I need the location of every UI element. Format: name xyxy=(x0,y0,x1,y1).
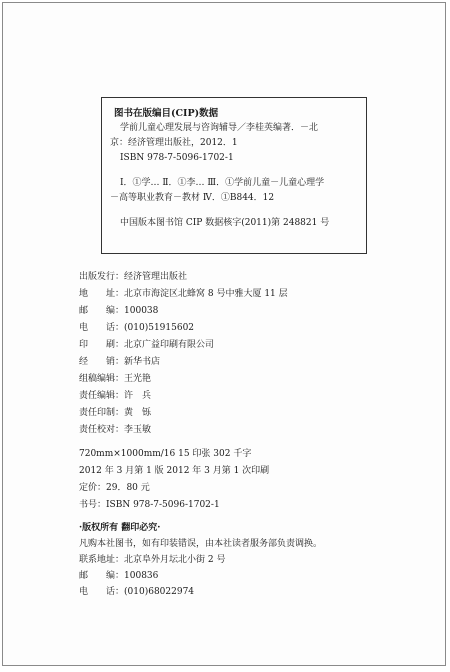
postcode-label: 邮 编： xyxy=(79,306,125,316)
distributor-label: 经 销： xyxy=(79,357,125,367)
resp-editor-value: 许 兵 xyxy=(124,391,152,401)
contact-postcode-row xyxy=(79,568,409,584)
cip-title: 图书在版编目(CIP)数据 xyxy=(114,108,219,119)
contact-phone-label: 电 话： xyxy=(79,587,125,597)
contact-phone-value: (010)68022974 xyxy=(124,587,195,597)
printer-row xyxy=(79,337,409,354)
rights-block xyxy=(79,520,409,600)
editor-row xyxy=(79,371,409,388)
resp-proof-row xyxy=(79,422,409,439)
specs-block xyxy=(79,446,409,514)
phone-row xyxy=(79,320,409,337)
resp-proof-value: 李玉敏 xyxy=(124,425,152,435)
contact-address-label: 联系地址： xyxy=(79,555,125,565)
resp-print-value: 黄 铄 xyxy=(124,408,152,418)
cip-classification-1: Ⅰ．①学… Ⅱ．①李… Ⅲ．①学前儿童－儿童心理学 xyxy=(120,178,325,188)
address-row xyxy=(79,286,409,303)
phone-label: 电 话： xyxy=(79,323,125,333)
address-label: 地 址： xyxy=(79,289,125,299)
resp-editor-label: 责任编辑： xyxy=(79,391,125,401)
publisher-label: 出版发行： xyxy=(79,272,125,282)
edition-line: 2012 年 3 月第 1 版 2012 年 3 月第 1 次印刷 xyxy=(79,466,270,476)
cip-isbn: ISBN 978-7-5096-1702-1 xyxy=(120,153,234,163)
rights-heading: ·版权所有 翻印必究· xyxy=(79,523,161,533)
rights-notice: 凡购本社图书，如有印装错误，由本社读者服务部负责调换。 xyxy=(79,539,323,549)
contact-address-row xyxy=(79,552,409,568)
resp-editor-row xyxy=(79,388,409,405)
address-value: 北京市海淀区北蜂窝 8 号中雅大厦 11 层 xyxy=(124,289,288,299)
printer-label: 印 刷： xyxy=(79,340,125,350)
contact-address-value: 北京阜外月坛北小街 2 号 xyxy=(124,555,226,565)
publisher-value: 经济管理出版社 xyxy=(124,272,188,282)
resp-print-row xyxy=(79,405,409,422)
contact-postcode-value: 100836 xyxy=(124,571,159,581)
distributor-row xyxy=(79,354,409,371)
price-line: 定价：29．80 元 xyxy=(79,483,150,493)
imprint-block xyxy=(79,269,409,439)
editor-value: 王光艳 xyxy=(124,374,152,384)
cip-line-1: 学前儿童心理发展与咨询辅导／李桂英编著．－北 xyxy=(120,123,319,133)
contact-postcode-label: 邮 编： xyxy=(79,571,125,581)
distributor-value: 新华书店 xyxy=(124,357,161,367)
copyright-page xyxy=(2,2,446,666)
phone-value: (010)51915602 xyxy=(124,323,195,333)
contact-phone-row xyxy=(79,584,409,600)
postcode-row xyxy=(79,303,409,320)
cip-line-2: 京：经济管理出版社，2012．1 xyxy=(110,138,238,148)
cip-record-number: 中国版本图书馆 CIP 数据核字(2011)第 248821 号 xyxy=(120,218,330,228)
postcode-value: 100038 xyxy=(124,306,159,316)
isbn-line: 书号：ISBN 978-7-5096-1702-1 xyxy=(79,500,220,510)
resp-print-label: 责任印制： xyxy=(79,408,125,418)
cip-data-box xyxy=(101,97,367,254)
publisher-row xyxy=(79,269,409,286)
resp-proof-label: 责任校对： xyxy=(79,425,125,435)
printer-value: 北京广益印刷有限公司 xyxy=(124,340,215,350)
editor-label: 组稿编辑： xyxy=(79,374,125,384)
cip-classification-2: －高等职业教育－教材 Ⅳ．①B844．12 xyxy=(110,193,275,203)
format-line: 720mm×1000mm/16 15 印张 302 千字 xyxy=(79,449,252,459)
